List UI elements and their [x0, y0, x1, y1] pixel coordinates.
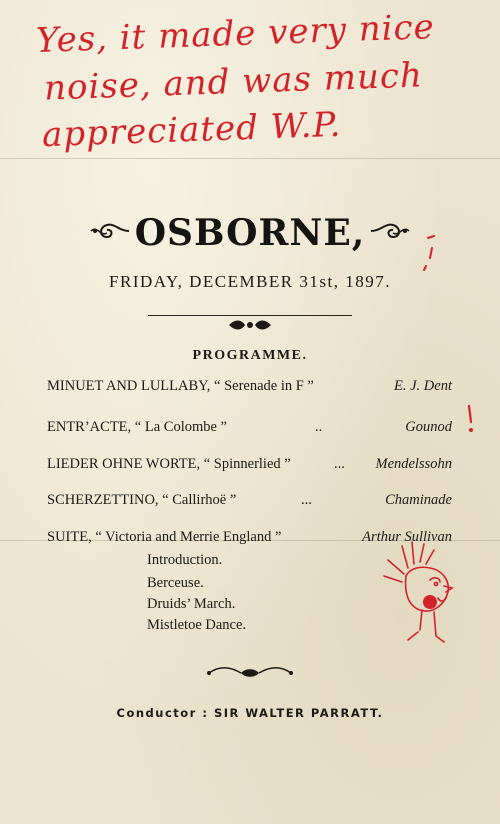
red-exclamation-icon	[462, 404, 478, 434]
piece-title: MINUET AND LULLABY, “ Serenade in F ”	[47, 378, 314, 394]
fold-crease	[0, 158, 500, 159]
left-flourish-icon	[89, 219, 131, 248]
conductor-line: Conductor : SIR WALTER PARRATT.	[116, 706, 384, 720]
suite-movement: Introduction.	[147, 552, 223, 568]
composer-name: Chaminade	[385, 492, 452, 508]
composer-name: E. J. Dent	[394, 378, 452, 394]
suite-movement: Berceuse.	[147, 575, 204, 591]
handwritten-note-line-1: Yes, it made very nice	[35, 7, 436, 61]
leader-dots: ...	[301, 492, 312, 508]
suite-movement: Druids’ March.	[147, 596, 236, 612]
piece-title: ENTR’ACTE, “ La Colombe ”	[47, 419, 227, 435]
divider-rule	[148, 315, 352, 316]
red-margin-mark-icon	[420, 232, 444, 272]
piece-title: SCHERZETTINO, “ Callirhoë ”	[47, 492, 237, 508]
handwritten-note-line-3: appreciated W.P.	[41, 104, 342, 156]
composer-name: Arthur Sullivan	[362, 529, 452, 545]
composer-name: Mendelssohn	[375, 456, 452, 472]
red-caricature-sketch-icon	[378, 540, 466, 644]
handwritten-note-line-2: noise, and was much	[43, 55, 424, 109]
date: FRIDAY, DECEMBER 31st, 1897.	[109, 272, 391, 291]
title: OSBORNE,	[134, 212, 366, 254]
programme-heading: PROGRAMME.	[192, 348, 308, 363]
divider-ornament-icon	[227, 318, 273, 336]
piece-title: LIEDER OHNE WORTE, “ Spinnerlied ”	[47, 456, 291, 472]
right-flourish-icon	[369, 219, 411, 248]
piece-title: SUITE, “ Victoria and Merrie England ”	[47, 529, 282, 545]
leader-dots: ...	[334, 456, 345, 472]
suite-movement: Mistletoe Dance.	[147, 617, 247, 633]
composer-name: Gounod	[405, 419, 452, 435]
bottom-ornament-icon	[205, 664, 295, 687]
leader-dots: ..	[315, 419, 323, 435]
